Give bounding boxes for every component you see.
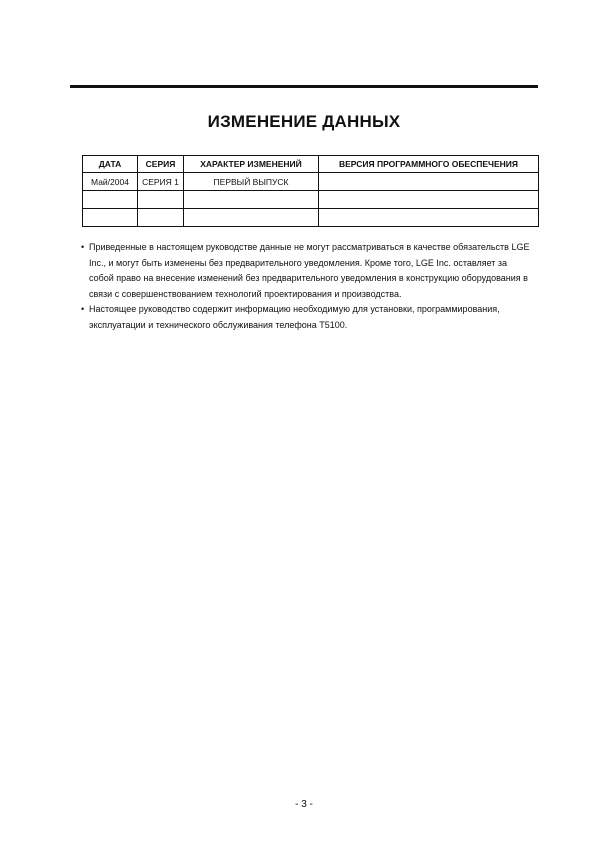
cell-changes — [184, 209, 319, 227]
table-row — [83, 209, 539, 227]
note-item — [81, 240, 531, 302]
cell-software-version — [319, 173, 539, 191]
cell-software-version — [319, 209, 539, 227]
bullet-icon: • — [81, 304, 85, 314]
revision-table — [82, 155, 539, 227]
cell-changes: ПЕРВЫЙ ВЫПУСК — [184, 173, 319, 191]
column-header-software-version: ВЕРСИЯ ПРОГРАММНОГО ОБЕСПЕЧЕНИЯ — [319, 156, 539, 173]
column-header-series: СЕРИЯ — [138, 156, 184, 173]
cell-date: Май/2004 — [83, 173, 138, 191]
cell-series: СЕРИЯ 1 — [138, 173, 184, 191]
note-item — [81, 302, 531, 333]
cell-series — [138, 191, 184, 209]
note-text: Настоящее руководство содержит информацию необходимую для установки, программирования, эксплуатации и технического обслуживания телефона T5100. — [89, 304, 500, 330]
note-text: Приведенные в настоящем руководстве данные не могут рассматриваться в качестве обязательств LGE Inc., и могут быть изменены без предварительного уведомления. Кроме того, LGE Inc. оставляет за собой право на внесение изменений без предварительного уведомления в конструкцию оборудования в связи с совершенствованием технологий проектирования и производства. — [89, 242, 530, 299]
cell-date — [83, 191, 138, 209]
notes-list — [81, 240, 531, 333]
column-header-changes: ХАРАКТЕР ИЗМЕНЕНИЙ — [184, 156, 319, 173]
page-title: ИЗМЕНЕНИЕ ДАННЫХ — [207, 112, 401, 131]
cell-changes — [184, 191, 319, 209]
cell-software-version — [319, 191, 539, 209]
cell-series — [138, 209, 184, 227]
column-header-date: ДАТА — [83, 156, 138, 173]
table-row — [83, 191, 539, 209]
top-divider-rule — [70, 85, 538, 88]
table-row — [83, 173, 539, 191]
page-number: - 3 - — [295, 799, 313, 810]
table-header-row — [83, 156, 539, 173]
bullet-icon: • — [81, 242, 85, 252]
cell-date — [83, 209, 138, 227]
